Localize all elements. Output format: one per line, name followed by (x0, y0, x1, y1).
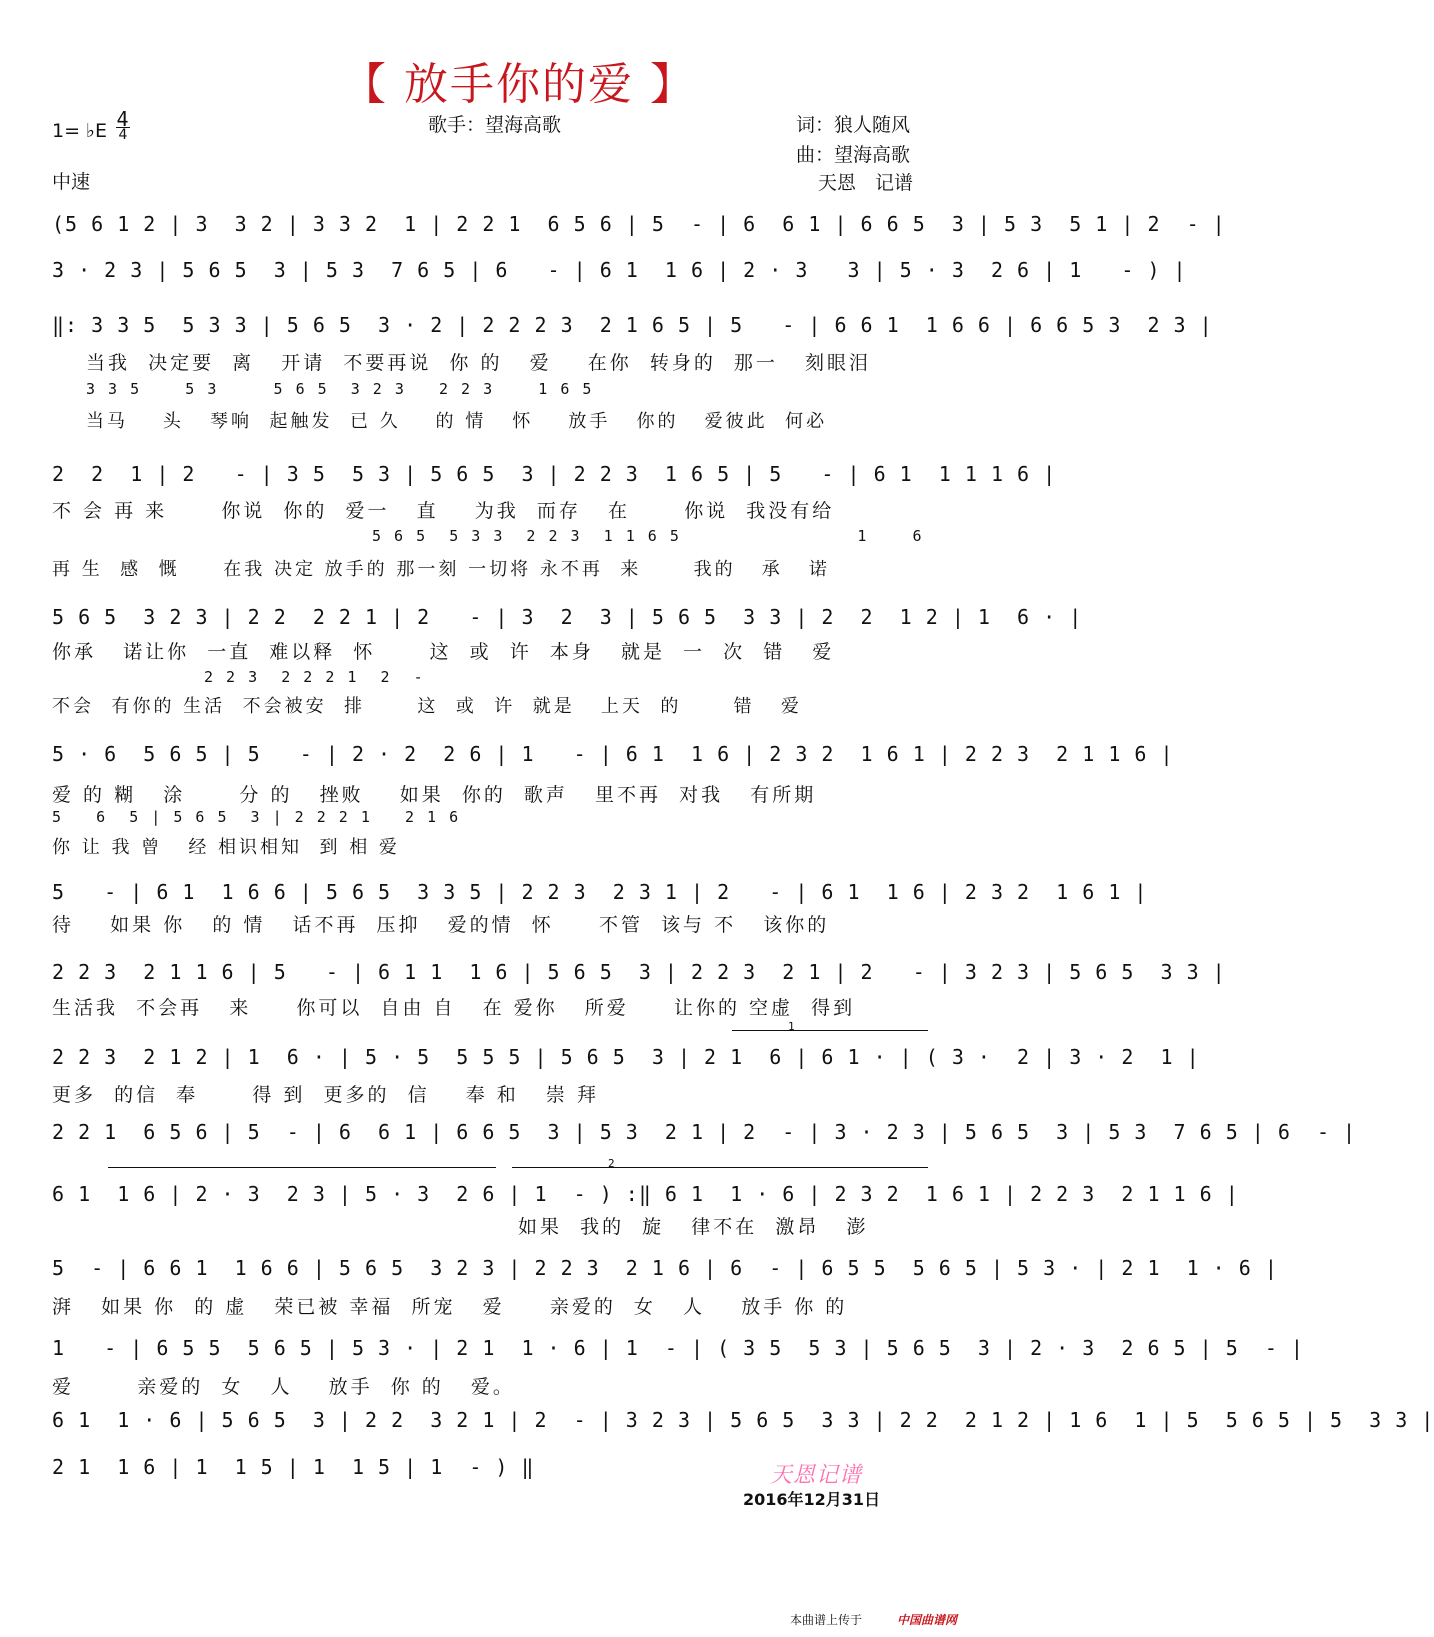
lyric-row: 爱 的 糊 涂 分 的 挫败 如果 你的 歌声 里不再 对我 有所期 (52, 784, 817, 806)
notation-row: 3 · 2 3 | 5 6 5 3 | 5 3 7 6 5 | 6 - | 6 1 1 6 | 2 · 3 3 | 5 · 3 2 6 | 1 - ) | (52, 258, 1187, 282)
lyricist-credit: 词：狼人随风 (796, 114, 911, 136)
volta-bracket-1 (732, 1030, 928, 1031)
time-signature-top: 4 (116, 107, 130, 131)
lyric-row: 你承 诺让你 一直 难以释 怀 这 或 许 本身 就是 一 次 错 爱 (52, 641, 835, 663)
notation-row: 2 2 1 6 5 6 | 5 - | 6 6 1 | 6 6 5 3 | 5 3 2 1 | 2 - | 3 · 2 3 | 5 6 5 3 | 5 3 7 6 5 | 6 - | (52, 1120, 1357, 1144)
notation-row: 2 1 1 6 | 1 1 5 | 1 1 5 | 1 - ) ‖ (52, 1455, 535, 1479)
singer-credit: 歌手：望海高歌 (428, 114, 562, 136)
upload-note: 本曲谱上传于 (790, 1613, 863, 1627)
time-signature (116, 107, 130, 143)
lyric-row: 爱 亲爱的 女 人 放手 你 的 爱。 (52, 1376, 515, 1398)
notation-row: 2 2 3 2 1 1 6 | 5 - | 6 1 1 1 6 | 5 6 5 3 | 2 2 3 2 1 | 2 - | 3 2 3 | 5 6 5 3 3 | (52, 960, 1226, 984)
lyric-row: 不 会 再 来 你说 你的 爱一 直 为我 而存 在 你说 我没有给 (52, 500, 835, 522)
volta-1-label: 1 (788, 1020, 797, 1033)
lyric-row: 湃 如果 你 的 虚 荣已被 幸福 所宠 爱 亲爱的 女 人 放手 你 的 (52, 1296, 848, 1318)
sub-notation-row: 5 6 5 5 3 3 2 2 3 1 1 6 5 1 6 (372, 527, 924, 545)
lyric-row-alt: 当马 头 琴响 起触发 已 久 的 情 怀 放手 你的 爱彼此 何必 (86, 411, 828, 432)
tempo-marking: 中速 (52, 171, 91, 193)
lyric-row-alt: 你 让 我 曾 经 相识相知 到 相 爱 (52, 837, 400, 858)
time-signature-bottom: 4 (118, 127, 128, 143)
notation-row: (5 6 1 2 | 3 3 2 | 3 3 2 1 | 2 2 1 6 5 6 | 5 - | 6 6 1 | 6 6 5 3 | 5 3 5 1 | 2 - | (52, 212, 1226, 236)
notation-row: 6 1 1 · 6 | 5 6 5 3 | 2 2 3 2 1 | 2 - | 3 2 3 | 5 6 5 3 3 | 2 2 2 1 2 | 1 6 1 | 5 5 6 5 | 5 3 3 | (52, 1408, 1434, 1432)
lyric-row: 当我 决定要 离 开请 不要再说 你 的 爱 在你 转身的 那一 刻眼泪 (86, 352, 872, 374)
lyric-row-alt: 不会 有你的 生活 不会被安 排 这 或 许 就是 上天 的 错 爱 (52, 696, 802, 717)
notation-row: 5 6 5 3 2 3 | 2 2 2 2 1 | 2 - | 3 2 3 | 5 6 5 3 3 | 2 2 1 2 | 1 6 · | (52, 605, 1083, 629)
site-logo[interactable]: 中国曲谱网 (897, 1613, 958, 1627)
transcription-date: 2016年12月31日 (743, 1490, 881, 1509)
notation-row: 1 - | 6 5 5 5 6 5 | 5 3 · | 2 1 1 · 6 | 1 - | ( 3 5 5 3 | 5 6 5 3 | 2 · 3 2 6 5 | 5 - | (52, 1336, 1304, 1360)
volta-bracket-continued (108, 1167, 496, 1168)
notation-row: 5 - | 6 1 1 6 6 | 5 6 5 3 3 5 | 2 2 3 2 3 1 | 2 - | 6 1 1 6 | 2 3 2 1 6 1 | (52, 880, 1148, 904)
lyric-row: 更多 的信 奉 得 到 更多的 信 奉 和 崇 拜 (52, 1084, 599, 1106)
song-title: 【 放手你的爱 】 (342, 59, 696, 110)
transcriber-credit: 天恩 记谱 (818, 172, 914, 194)
sub-notation-row: 5 6 5 | 5 6 5 3 | 2 2 2 1 2 1 6 (52, 808, 461, 826)
lyric-row-alt: 再 生 感 慨 在我 决定 放手的 那一刻 一切将 永不再 来 我的 承 诺 (52, 559, 830, 580)
sub-notation-row: 2 2 3 2 2 2 1 2 - (204, 668, 425, 686)
notation-row: 5 · 6 5 6 5 | 5 - | 2 · 2 2 6 | 1 - | 6 1 1 6 | 2 3 2 1 6 1 | 2 2 3 2 1 1 6 | (52, 742, 1174, 766)
volta-bracket-2 (512, 1167, 928, 1168)
lyric-row: 待 如果 你 的 情 话不再 压抑 爱的情 怀 不管 该与 不 该你的 (52, 914, 830, 936)
volta-2-label: 2 (608, 1157, 617, 1170)
lyric-row: 如果 我的 旋 律不在 激昂 澎 (518, 1216, 869, 1238)
notation-row: ‖: 3 3 5 5 3 3 | 5 6 5 3 · 2 | 2 2 2 3 2 1 6 5 | 5 - | 6 6 1 1 6 6 | 6 6 5 3 2 3 | (52, 313, 1213, 337)
notation-row: 5 - | 6 6 1 1 6 6 | 5 6 5 3 2 3 | 2 2 3 2 1 6 | 6 - | 6 5 5 5 6 5 | 5 3 · | 2 1 1 · 6 | (52, 1256, 1278, 1280)
notation-row: 6 1 1 6 | 2 · 3 2 3 | 5 · 3 2 6 | 1 - ) :‖ 6 1 1 · 6 | 2 3 2 1 6 1 | 2 2 3 2 1 1 6 | (52, 1182, 1239, 1206)
lyric-row: 生活我 不会再 来 你可以 自由 自 在 爱你 所爱 让你的 空虚 得到 (52, 997, 856, 1019)
notation-row: 2 2 3 2 1 2 | 1 6 · | 5 · 5 5 5 5 | 5 6 5 3 | 2 1 6 | 6 1 · | ( 3 · 2 | 3 · 2 1 | (52, 1045, 1200, 1069)
transcriber-stamp: 天恩记谱 (770, 1463, 863, 1488)
sub-notation-row: 3 3 5 5 3 5 6 5 3 2 3 2 2 3 1 6 5 (86, 380, 594, 398)
notation-row: 2 2 1 | 2 - | 3 5 5 3 | 5 6 5 3 | 2 2 3 1 6 5 | 5 - | 6 1 1 1 1 6 | (52, 462, 1057, 486)
key-signature: 1= ♭E (52, 120, 108, 142)
composer-credit: 曲：望海高歌 (796, 144, 911, 166)
